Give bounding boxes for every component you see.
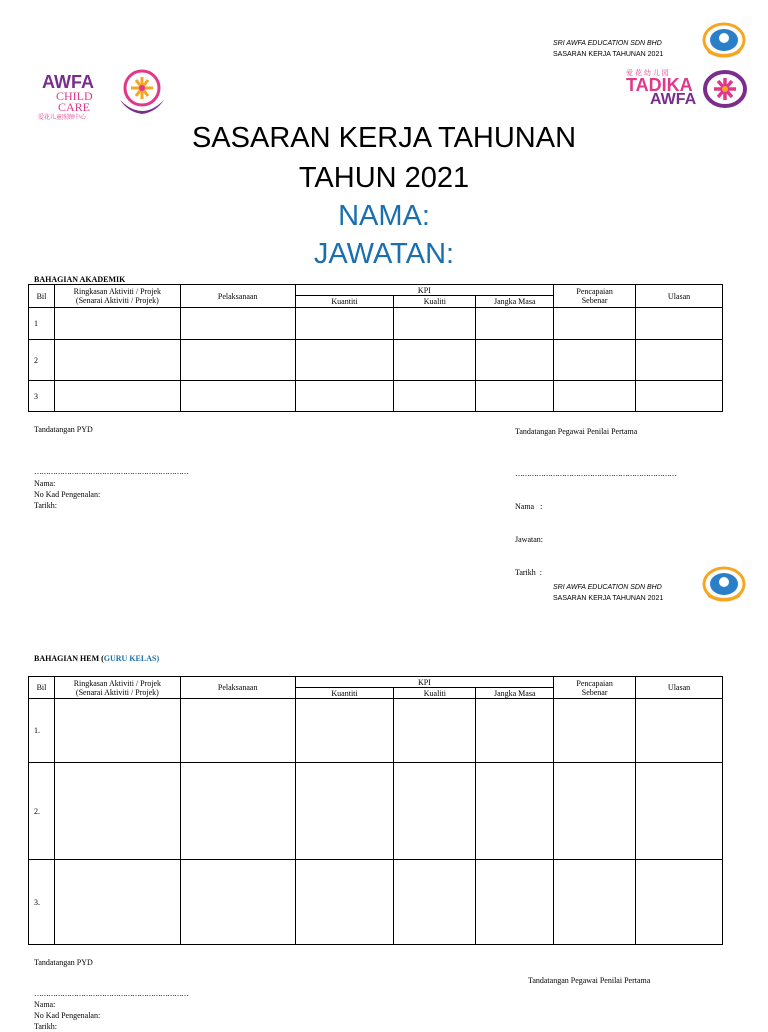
section-hem-highlight: GURU KELAS) [103,654,160,663]
table-row [29,860,723,945]
cell-pelaksanaan[interactable] [180,340,295,381]
col-jangka-masa: Jangka Masa [476,688,554,699]
table-row [29,308,723,340]
col-pencapaian: Pencapaian Sebenar [554,285,636,308]
cell-kuantiti[interactable] [295,308,394,340]
awfa-child-care-logo [38,66,168,122]
table-row [29,340,723,381]
pyd-signature-title: Tandatangan PYD [34,425,93,434]
col-kuantiti: Kuantiti [295,688,394,699]
col-ulasan: Ulasan [636,677,723,699]
cell-pelaksanaan[interactable] [180,699,295,763]
col-pencapaian: Pencapaian Sebenar [554,677,636,699]
cell-pencapaian[interactable] [554,308,636,340]
header-subtitle-2: SASARAN KERJA TAHUNAN 2021 [553,595,664,602]
school-emblem-logo-2 [700,564,748,604]
pyd-signature-line-2: ………………………………………………………… [34,989,188,998]
cell-pelaksanaan[interactable] [180,381,295,412]
cell-pencapaian[interactable] [554,699,636,763]
cell-kualiti[interactable] [394,699,476,763]
cell-jangka-masa[interactable] [476,308,554,340]
company-header-2 [553,582,663,604]
cell-ringkasan[interactable] [54,308,180,340]
cell-pencapaian[interactable] [554,381,636,412]
tadika-awfa-text: AWFA [650,91,697,108]
col-bil: Bil [29,677,55,699]
flower-hands-icon [116,66,168,120]
cell-kualiti[interactable] [394,340,476,381]
pyd-signature-line: ………………………………………………………… [34,467,188,476]
page-year: TAHUN 2021 [298,162,470,194]
awfa-brand-text: AWFA [42,72,94,92]
section-akademik-label: BAHAGIAN AKADEMIK [34,275,126,284]
company-header [553,38,663,60]
cell-kualiti[interactable] [394,763,476,860]
cell-kualiti[interactable] [394,381,476,412]
cell-ringkasan[interactable] [54,381,180,412]
cell-pencapaian[interactable] [554,340,636,381]
col-ulasan: Ulasan [636,285,723,308]
cell-kuantiti[interactable] [295,763,394,860]
tadika-awfa-logo [626,68,750,108]
tadika-text: TADIKA [626,75,693,95]
row-number: 2. [29,763,55,860]
col-jangka-masa: Jangka Masa [476,296,554,308]
col-kuantiti: Kuantiti [295,296,394,308]
pyd-nama-2: Nama: [34,1000,56,1009]
school-emblem-logo [700,20,748,60]
ppp-signature-title-2: Tandatangan Pegawai Penilai Pertama [528,976,651,985]
col-pelaksanaan: Pelaksanaan [180,677,295,699]
hem-table [28,676,723,945]
pyd-nama: Nama: [34,479,56,488]
cell-ulasan[interactable] [636,308,723,340]
pyd-signature-title-2: Tandatangan PYD [34,958,93,967]
company-name: SRI AWFA EDUCATION SDN BHD [553,40,662,47]
pyd-tarikh-2: Tarikh: [34,1022,57,1031]
cell-pelaksanaan[interactable] [180,860,295,945]
cell-pencapaian[interactable] [554,763,636,860]
row-number: 3. [29,860,55,945]
section-hem-prefix: BAHAGIAN HEM ( [34,654,104,663]
cell-ringkasan[interactable] [54,860,180,945]
col-kpi: KPI [295,677,554,688]
akademik-table [28,284,723,412]
cell-kuantiti[interactable] [295,699,394,763]
cell-kuantiti[interactable] [295,860,394,945]
ppp-signature-title: Tandatangan Pegawai Penilai Pertama [515,427,638,436]
cell-pelaksanaan[interactable] [180,763,295,860]
col-kualiti: Kualiti [394,688,476,699]
tadika-chinese: 爱 花 幼 儿 园 [626,70,669,77]
care-text: CARE [58,100,91,114]
cell-ulasan[interactable] [636,381,723,412]
cell-kuantiti[interactable] [295,381,394,412]
company-name-2: SRI AWFA EDUCATION SDN BHD [553,584,662,591]
flower-icon [702,70,748,108]
ppp-details [515,479,543,589]
cell-ulasan[interactable] [636,699,723,763]
ppp-jawatan: Jawatan: [515,535,543,544]
row-number: 2 [29,340,55,381]
cell-jangka-masa[interactable] [476,860,554,945]
pyd-details-2 [34,999,100,1032]
table-row [29,763,723,860]
cell-pelaksanaan[interactable] [180,308,295,340]
pyd-details [34,478,100,511]
col-kpi: KPI [295,285,554,296]
cell-kualiti[interactable] [394,860,476,945]
col-pelaksanaan: Pelaksanaan [180,285,295,308]
col-bil: Bil [29,285,55,308]
cell-ringkasan[interactable] [54,340,180,381]
ppp-nama: Nama : [515,502,543,511]
cell-ulasan[interactable] [636,860,723,945]
col-ringkasan: Ringkasan Aktiviti / Projek (Senarai Aktiviti / Projek) [54,677,180,699]
page-title: SASARAN KERJA TAHUNAN [191,122,577,154]
col-ringkasan: Ringkasan Aktiviti / Projek (Senarai Aktiviti / Projek) [54,285,180,308]
cell-ringkasan[interactable] [54,763,180,860]
child-text: CHILD [56,89,93,103]
pyd-tarikh: Tarikh: [34,501,57,510]
nama-label: NAMA: [338,200,430,232]
row-number: 1 [29,308,55,340]
cell-jangka-masa[interactable] [476,340,554,381]
table-row [29,699,723,763]
section-hem-label [34,654,159,663]
table-row [29,381,723,412]
row-number: 3 [29,381,55,412]
cell-ulasan[interactable] [636,763,723,860]
col-kualiti: Kualiti [394,296,476,308]
jawatan-label: JAWATAN: [313,238,455,270]
cell-jangka-masa[interactable] [476,381,554,412]
ppp-signature-line: …………………………………………………………… [515,469,676,478]
cell-jangka-masa[interactable] [476,763,554,860]
pyd-ic: No Kad Pengenalan: [34,490,101,499]
row-number: 1. [29,699,55,763]
cell-jangka-masa[interactable] [476,699,554,763]
cell-pencapaian[interactable] [554,860,636,945]
chinese-caption: 爱花儿童照顾中心 [38,115,87,121]
cell-ulasan[interactable] [636,340,723,381]
pyd-ic-2: No Kad Pengenalan: [34,1011,101,1020]
cell-kualiti[interactable] [394,308,476,340]
ppp-tarikh: Tarikh : [515,568,542,577]
cell-kuantiti[interactable] [295,340,394,381]
cell-ringkasan[interactable] [54,699,180,763]
header-subtitle: SASARAN KERJA TAHUNAN 2021 [553,51,664,58]
